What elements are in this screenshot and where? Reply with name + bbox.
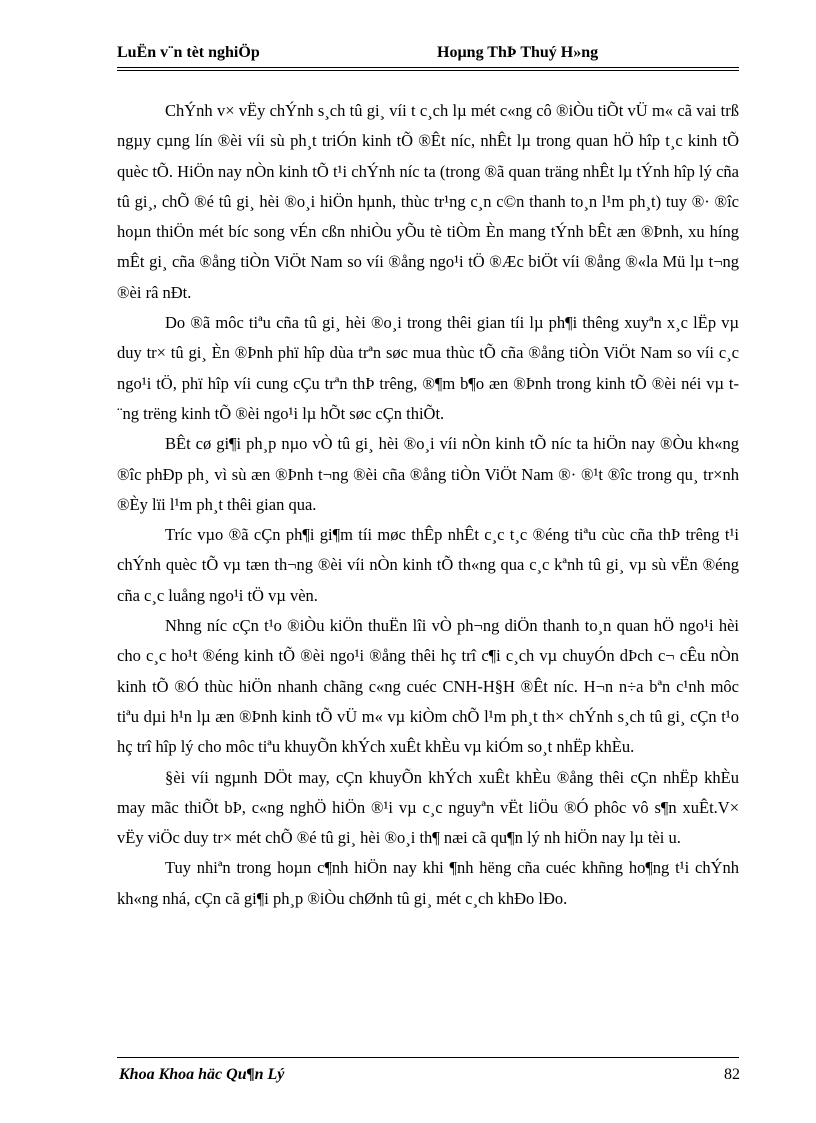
paragraph-4: Tríc vµo ®ã cÇn ph¶i gi¶m tíi møc thÊp nhÊt c¸c t¸c ®éng tiªu cùc cña thÞ trêng t¹i chÝnh quèc tÕ vµ tæn th¬ng ®èi víi nÒn kinh tÕ th«ng qua c¸c kªnh tû gi¸ vµ sù vËn ®éng cña c¸c luång ngo¹i tÖ vµ vèn. (117, 525, 739, 605)
paragraph-2: Do ®ã môc tiªu cña tû gi¸ hèi ®o¸i trong thêi gian tíi lµ ph¶i thêng xuyªn x¸c lËp vµ duy tr× tû gi¸ Èn ®Þnh phï hîp dùa trªn søc mua thùc tÕ cña ®ång tiÒn ViÖt Nam so víi c¸c ngo¹i tÖ, phï hîp víi cung cÇu trªn thÞ trêng, ®¶m b¶o æn ®Þnh trong kinh tÕ ®èi néi vµ t¨ng trëng kinh tÕ ®èi ngo¹i lµ hÕt søc cÇn thiÕt. (117, 313, 739, 423)
paragraph-3: BÊt cø gi¶i ph¸p nµo vÒ tû gi¸ hèi ®o¸i víi nÒn kinh tÕ níc ta hiÖn nay ®Òu kh«ng ®îc phÐp ph¸ vì sù æn ®Þnh t¬ng ®èi cña ®ång tiÒn ViÖt Nam ®· ®¹t ®îc trong qu¸ tr×nh ®Èy lïi l¹m ph¸t thêi gian qua. (117, 434, 739, 514)
header-rule-thin (117, 70, 739, 71)
page-number: 82 (724, 1066, 740, 1083)
paragraph-1: ChÝnh v× vËy chÝnh s¸ch tû gi¸ víi t c¸ch lµ mét c«ng cô ®iÒu tiÕt vÜ m« cã vai trß ngµy cµng lín ®èi víi sù ph¸t triÓn kinh tÕ ®Êt níc, nhÊt lµ trong quan hÖ hîp t¸c kinh tÕ quèc tÕ. HiÖn nay nÒn kinh tÕ t¹i chÝnh níc ta (trong ®ã quan träng nhÊt lµ tÝnh hîp lý cña tû gi¸, chÕ ®é tû gi¸ hèi ®o¸i hiÖn hµnh, thùc tr¹ng c¸n c©n thanh to¸n l¹m ph¸t) tuy ®· ®îc hoµn thiÖn mét bíc song vÉn cßn nhiÒu yÕu tè tiÒm Èn mang tÝnh bÊt æn ®Þnh, xu híng mÊt gi¸ cña ®ång tiÒn ViÖt Nam so víi ®ång ngo¹i tÖ ®Æc biÖt víi ®ång ®«la Mü lµ t¬ng ®èi râ nÐt. (117, 101, 739, 302)
page-header (117, 42, 739, 68)
page-body (117, 96, 739, 914)
faculty-name: Khoa Khoa häc Qu¶n Lý (119, 1066, 285, 1083)
paragraph-6: §èi víi ngµnh DÖt may, cÇn khuyÕn khÝch xuÊt khÈu ®ång thêi cÇn nhËp khÈu may mãc thiÕt bÞ, c«ng nghÖ hiÖn ®¹i vµ c¸c nguyªn vËt liÖu ®Ó phôc vô s¶n xuÊt.V× vËy viÖc duy tr× mét chÕ ®é tû gi¸ hèi ®o¸i th¶ næi cã qu¶n lý nh hiÖn nay lµ tèi u. (117, 767, 739, 848)
thesis-title: LuËn v¨n tèt nghiÖp (117, 44, 260, 61)
paragraph-7: Tuy nhiªn trong hoµn c¶nh hiÖn nay khi ¶nh hëng cña cuéc khñng ho¶ng t¹i chÝnh kh«ng nhá, cÇn cã gi¶i ph¸p ®iÒu chØnh tû gi¸ mét c¸ch khÐo lÐo. (117, 858, 739, 908)
paragraph-5: Nhng níc cÇn t¹o ®iÒu kiÖn thuËn lîi vÒ ph¬ng diÖn thanh to¸n quan hÖ ngo¹i hèi cho c¸c ho¹t ®éng kinh tÕ ®èi ngo¹i ®ång thêi hç trî c¶i c¸ch vµ chuyÓn dÞch c¬ cÊu nÒn kinh tÕ ®Ó thùc hiÖn nhanh chãng c«ng cuéc CNH-H§H ®Êt níc. H¬n n÷a bªn c¹nh môc tiªu dµi h¹n lµ æn ®Þnh kinh tÕ vÜ m« vµ kiÒm chÕ l¹m ph¸t th× chÝnh s¸ch tû gi¸ cÇn t¹o hç trî hîp lý cho môc tiªu khuyÕn khÝch xuÊt khÈu vµ kiÓm so¸t nhËp khÈu. (117, 616, 739, 757)
author-name: Hoµng ThÞ Thuý H»ng (437, 44, 599, 61)
footer-rule (117, 1057, 739, 1058)
header-rule-thick (117, 67, 739, 68)
